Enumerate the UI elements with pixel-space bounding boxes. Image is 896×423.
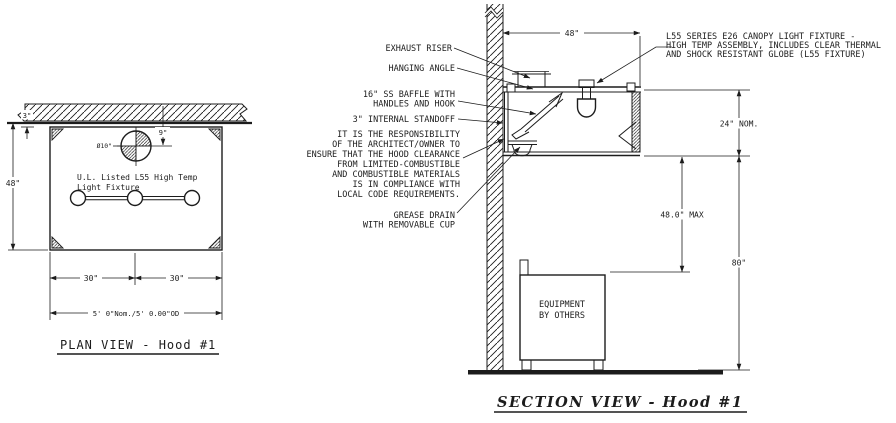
svg-text:ENSURE THAT THE HOOD CLEARANCE: ENSURE THAT THE HOOD CLEARANCE (306, 150, 460, 160)
equipment-label-line1: EQUIPMENT (538, 300, 586, 310)
svg-text:30": 30" (83, 274, 99, 283)
hood-section (503, 87, 641, 156)
svg-text:PLAN VIEW - Hood #1: PLAN VIEW - Hood #1 (60, 338, 217, 352)
plan-view (2, 104, 252, 354)
callout-exhaust-riser: EXHAUST RISER (385, 44, 452, 54)
svg-text:LOCAL CODE REQUIREMENTS.: LOCAL CODE REQUIREMENTS. (337, 190, 460, 200)
svg-text:48": 48" (564, 29, 580, 38)
callout-standoff: 3" INTERNAL STANDOFF (352, 115, 455, 125)
svg-text:AND COMBUSTIBLE MATERIALS: AND COMBUSTIBLE MATERIALS (332, 170, 460, 180)
callout-baffle-line2: HANDLES AND HOOK (373, 99, 455, 110)
svg-text:L55 SERIES E26 CANOPY LIGHT FI: L55 SERIES E26 CANOPY LIGHT FIXTURE - (666, 32, 856, 42)
svg-text:48": 48" (5, 179, 21, 188)
svg-text:HIGH TEMP ASSEMBLY, INCLUDES C: HIGH TEMP ASSEMBLY, INCLUDES CLEAR THERMAL (666, 41, 881, 51)
plan-dim-standoff (21, 110, 34, 139)
l55-fixture-note (666, 32, 881, 60)
svg-text:OF THE ARCHITECT/OWNER TO: OF THE ARCHITECT/OWNER TO (332, 140, 460, 150)
plan-wall-hatch (18, 104, 247, 121)
svg-text:24" NOM.: 24" NOM. (719, 119, 759, 129)
svg-text:80": 80" (731, 258, 747, 268)
section-wall (485, 4, 503, 370)
svg-text:IT IS THE RESPONSIBILITY: IT IS THE RESPONSIBILITY (337, 130, 460, 140)
plan-fixture-note-line2: Light Fixture (77, 183, 140, 192)
plan-light-fixture (71, 191, 200, 206)
callout-grease-line2: WITH REMOVABLE CUP (362, 220, 455, 231)
duct-diameter-label: Ø10" (96, 142, 112, 150)
equipment-label-line2: BY OTHERS (538, 311, 586, 321)
callout-grease-line1: GREASE DRAIN (393, 211, 455, 221)
svg-text:30": 30" (169, 274, 185, 283)
callout-hanging-angle: HANGING ANGLE (388, 64, 455, 74)
equipment-box (520, 260, 605, 370)
section-view-title (494, 394, 747, 412)
callout-baffle-line1: 16" SS BAFFLE WITH (362, 90, 455, 100)
section-dim-width (503, 28, 640, 87)
plan-view-title (57, 338, 219, 354)
svg-text:3": 3" (22, 111, 32, 120)
grease-drain-cup (508, 141, 537, 156)
plan-fixture-note-line1: U.L. Listed L55 High Temp (77, 173, 198, 182)
plan-bottom-dimensions (50, 252, 222, 320)
light-fixture-section (578, 80, 596, 117)
svg-text:SECTION VIEW - Hood #1: SECTION VIEW - Hood #1 (497, 394, 744, 411)
svg-text:AND SHOCK RESISTANT GLOBE (L55: AND SHOCK RESISTANT GLOBE (L55 FIXTURE) (666, 50, 866, 60)
baffle (512, 93, 563, 139)
section-view (306, 4, 880, 412)
plan-dim-depth (2, 123, 48, 250)
svg-text:48.0" MAX: 48.0" MAX (660, 210, 704, 220)
svg-text:IS IN COMPLIANCE WITH: IS IN COMPLIANCE WITH (352, 180, 460, 190)
svg-text:5' 0"Nom./5' 0.00"OD: 5' 0"Nom./5' 0.00"OD (92, 309, 180, 318)
svg-text:9": 9" (158, 128, 168, 137)
floor-line (468, 370, 723, 375)
svg-text:FROM LIMITED-COMBUSTIBLE: FROM LIMITED-COMBUSTIBLE (337, 160, 460, 170)
responsibility-note (306, 130, 460, 200)
